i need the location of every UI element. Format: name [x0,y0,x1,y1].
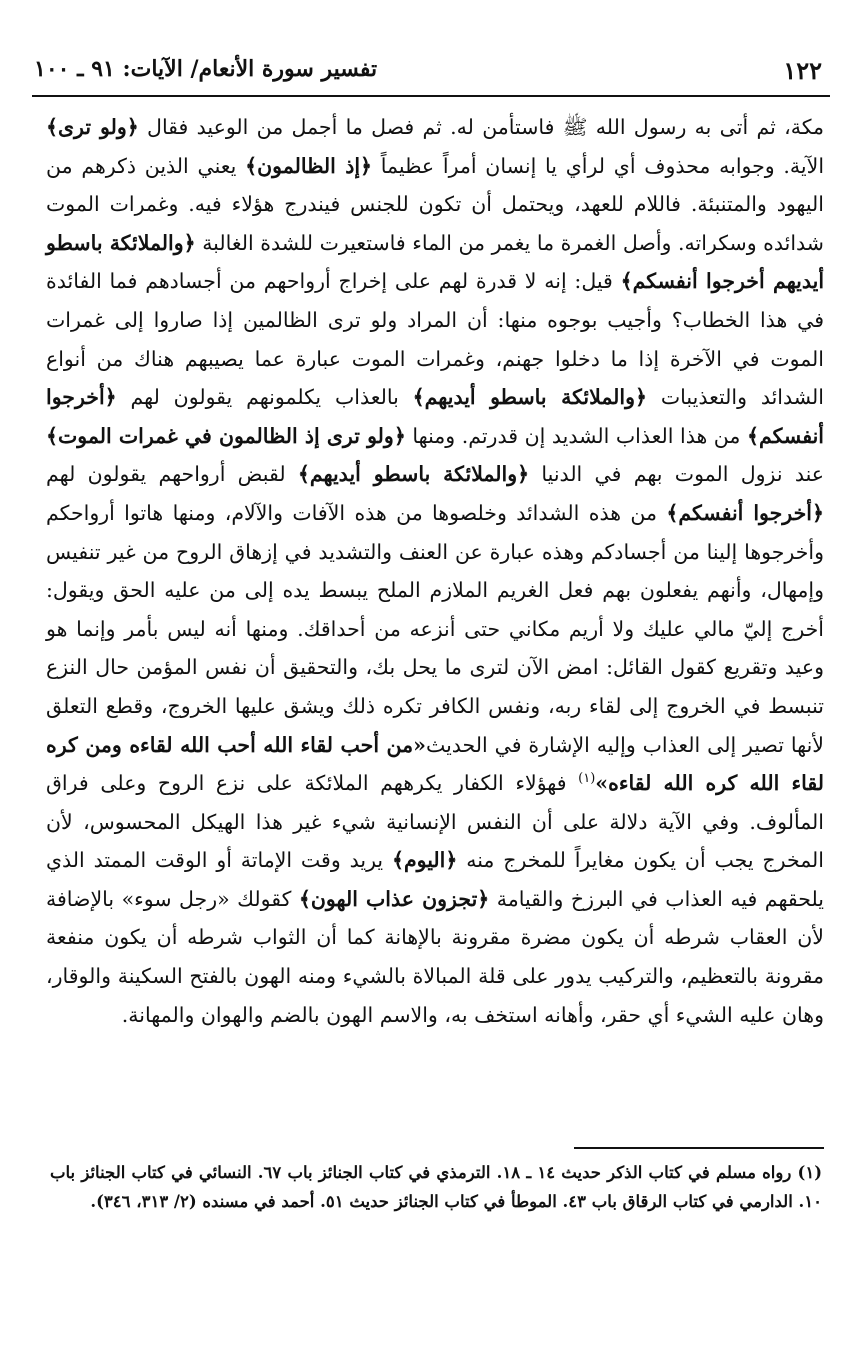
footnote-rule [574,1147,824,1149]
page-header [34,56,828,90]
quote-segment: «من أحب لقاء الله أحب الله لقاءه ومن كره لقاء الله كره الله لقاءه» [46,732,824,796]
quote-segment: ﴿والملائكة باسطو أيديهم﴾ [297,462,530,487]
quote-segment: ﴿أخرجوا أنفسكم﴾ [46,385,824,448]
header-rule [32,95,830,97]
quote-segment: ﴿أخرجوا أنفسكم﴾ [666,500,824,525]
running-title: تفسير سورة الأنعام/ الآيات: ٩١ ـ ١٠٠ [34,56,378,82]
page-number: ١٢٢ [783,56,822,85]
text-segment: بالعذاب يكلمونهم يقولون لهم [116,385,413,410]
body-paragraph [46,108,824,1034]
text-segment: يعني الذين ذكرهم من اليهود والمتنبئة. فاللام للعهد، ويحتمل أن تكون للجنس فيندرج هؤلاء فيه. وغمرات الموت شدائده وسكراته. وأصل الغمرة ما يغمر من الماء فاستعيرت للشدة الغالبة [46,153,824,255]
quote-segment: ﴿ولو ترى﴾ [46,115,139,139]
footnote-ref: (١) [578,771,596,787]
text-segment: فهؤلاء الكفار يكرههم الملائكة على نزع الروح وعلى فراق المألوف. وفي الآية دلالة على أن النفس الإنسانية شيء غير هذا الهيكل المحسوس، لأن المخرج يجب أن يكون مغايراً للمخرج منه [46,771,824,873]
quote-segment: ﴿ولو ترى إذ الظالمون في غمرات الموت﴾ [46,423,406,448]
text-segment: مكة، ثم أتى به رسول الله ﷺ فاستأمن له. ثم فصل ما أجمل من الوعيد فقال [138,115,824,139]
footnote [50,1158,822,1216]
text-segment: الآية. وجوابه محذوف أي لرأي يا إنسان أمراً عظيماً [372,153,825,178]
body-text [46,108,824,1034]
quote-segment: ﴿والملائكة باسطو أيديهم أخرجوا أنفسكم﴾ [46,230,825,294]
text-segment: لقبض أرواحهم يقولون لهم [46,462,298,487]
footnote-text: (١) رواه مسلم في كتاب الذكر حديث ١٤ ـ ١٨. الترمذي في كتاب الجنائز باب ٦٧. النسائي في كتاب الجنائز باب ١٠. الدارمي في كتاب الرقاق باب ٤٣. الموطأ في كتاب الجنائز حديث ٥١. أحمد في مسنده (٢/ ٣١٣، ٣٤٦). [50,1163,822,1211]
quote-segment: ﴿والملائكة باسطو أيديهم﴾ [412,385,648,410]
text-segment: من هذا العذاب الشديد إن قدرتم. ومنها [405,423,747,448]
quote-segment: ﴿اليوم﴾ [391,848,458,873]
text-segment: عند نزول الموت بهم في الدنيا [529,462,824,487]
quote-segment: ﴿إذ الظالمون﴾ [245,153,373,178]
quote-segment: ﴿تجزون عذاب الهون﴾ [298,886,490,911]
text-segment: يريد وقت الإماتة أو الوقت الممتد الذي يلحقهم فيه العذاب في البرزخ والقيامة [46,848,824,911]
text-segment: من هذه الشدائد وخلصوها من هذه الآفات والآلام، ومنها هاتوا أرواحكم وأخرجوها إلينا من أجسادكم وهذه عبارة عن العنف والتشديد في إزهاق الروح من غير تنفيس وإمهال، وأنهم يفعلون بهم فعل الغريم الملازم الملح يبسط يده إلى من عليه الحق ويقول: أخرج إليّ مالي عليك ولا أريم مكاني حتى أنزعه من أحداقك. ومنها أنه ليس بأمر وإنما هو وعيد وتقريع كقول القائل: امض الآن لترى ما يحل بك، والتحقيق أن نفس المؤمن حال النزع تنبسط في الخروج إلى لقاء ربه، ونفس الكافر تكره ذلك ويشق عليها الخروج، وقطع التعلق لأنها تصير إلى العذاب وإليه الإشارة في الحديث [46,500,824,757]
text-segment: كقولك «رجل سوء» بالإضافة لأن العقاب شرطه أن يكون مضرة مقرونة بالإهانة كما أن الثواب شرطه أن يكون منفعة مقرونة بالتعظيم، والتركيب يدور على قلة المبالاة بالشيء ومنه الهون بالفتح السكينة والوقار، وهان عليه الشيء أي حقر، وأهانه استخف به، والاسم الهون بالضم والهوان والمهانة. [46,886,824,1027]
text-segment: قيل: إنه لا قدرة لهم على إخراج أرواحهم من أجسادهم فما الفائدة في هذا الخطاب؟ وأجيب بوجوه منها: أن المراد ولو ترى الظالمين إذا صاروا إلى غمرات الموت في الآخرة إذا ما دخلوا جهنم، وغمرات الموت عبارة عما يصيبهم هناك من أنواع الشدائد والتعذيبات [46,269,825,410]
